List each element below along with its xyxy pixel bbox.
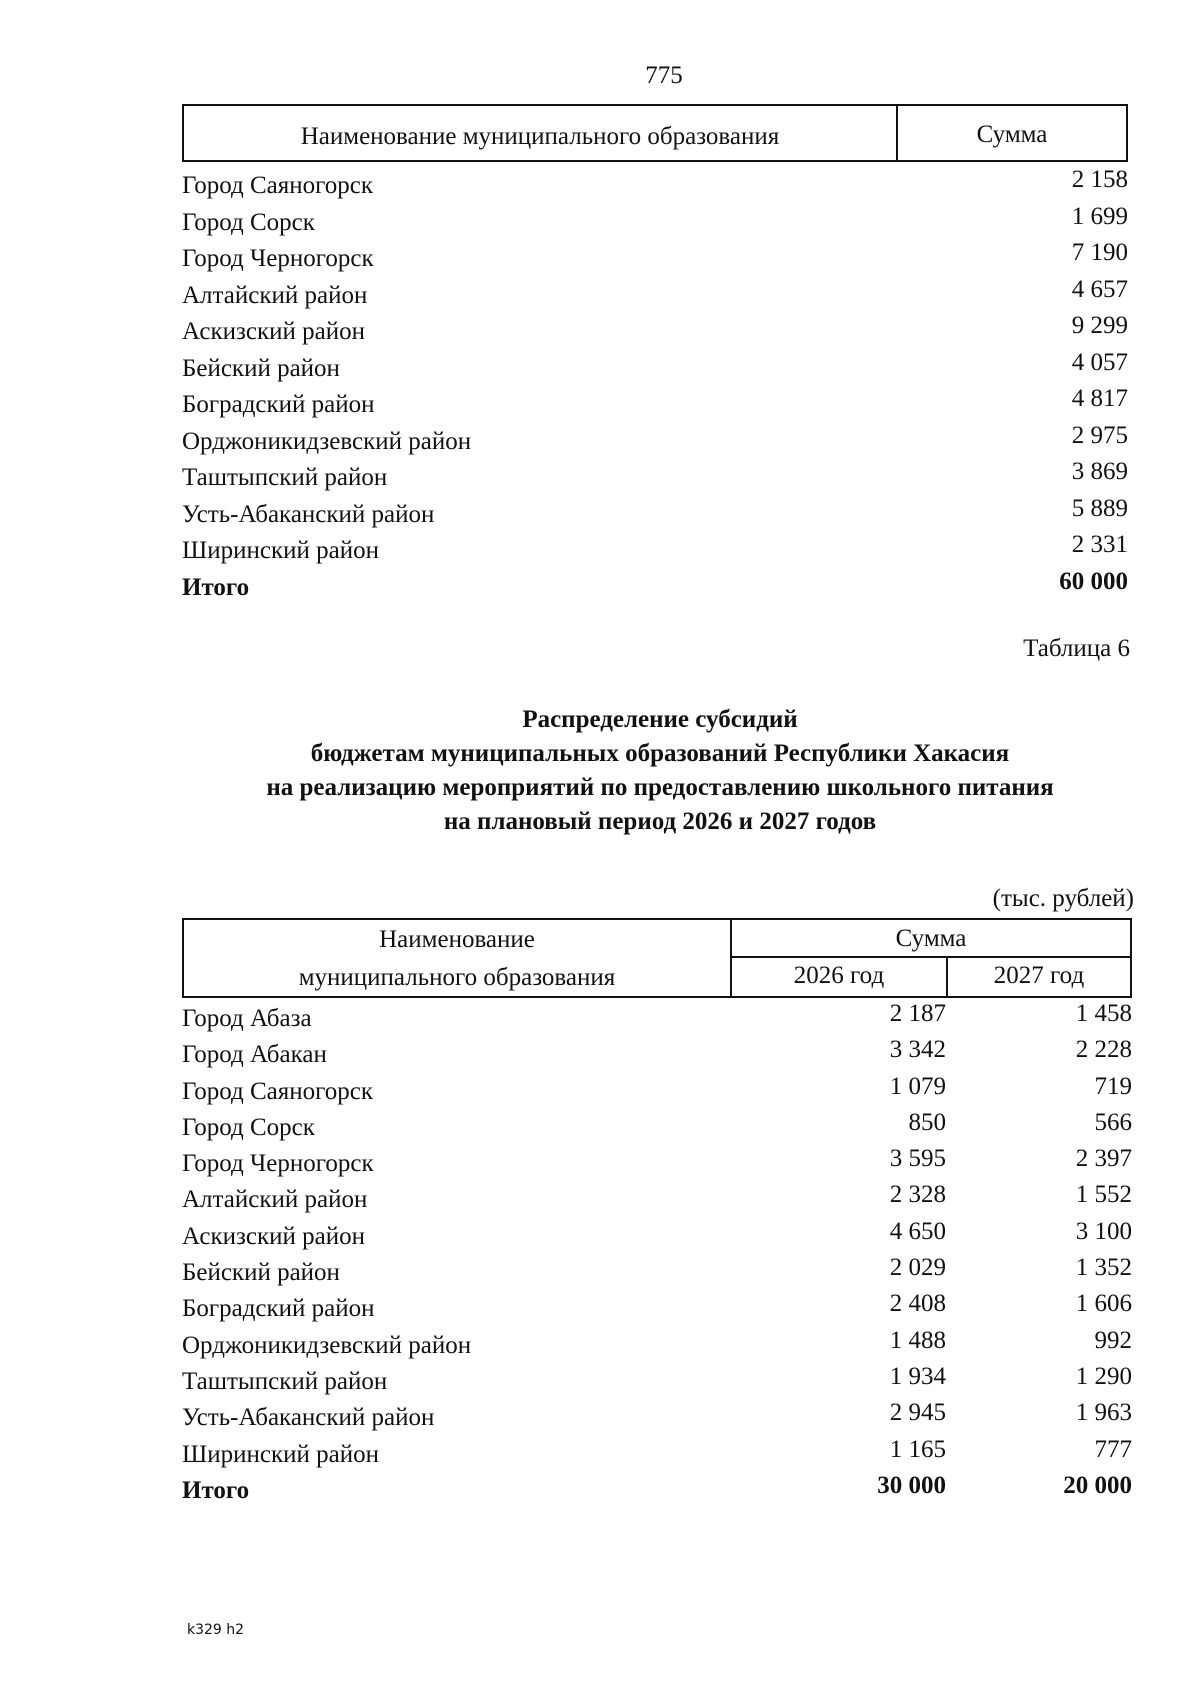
municipality-name: Ширинский район bbox=[182, 537, 379, 564]
table-row bbox=[182, 1363, 1132, 1399]
amount-2026: 2 029 bbox=[889, 1254, 946, 1282]
municipality-name: Таштыпский район bbox=[182, 464, 388, 491]
column-header-sum: Сумма bbox=[732, 920, 1130, 958]
table-row bbox=[182, 1073, 1132, 1109]
table-6-body bbox=[182, 1000, 1132, 1508]
amount-2027: 992 bbox=[1094, 1326, 1132, 1354]
table-row bbox=[182, 1218, 1132, 1254]
municipality-name: Алтайский район bbox=[182, 281, 368, 309]
column-header-year-2027: 2027 год bbox=[993, 962, 1085, 989]
municipality-name: Усть-Абаканский район bbox=[182, 500, 435, 528]
amount-2026: 2 408 bbox=[889, 1290, 946, 1318]
column-header-name-line1: Наименование bbox=[184, 920, 732, 958]
municipality-name: Итого bbox=[182, 1476, 250, 1504]
column-header-name: Наименование муниципального образования bbox=[184, 106, 898, 160]
amount: 2 331 bbox=[1071, 531, 1128, 558]
table-row bbox=[182, 1399, 1132, 1435]
amount-2027: 1 552 bbox=[1075, 1181, 1132, 1209]
amount-2026: 2 945 bbox=[889, 1399, 946, 1427]
table-row bbox=[182, 1290, 1132, 1326]
amount: 4 817 bbox=[1071, 385, 1128, 412]
municipality-name: Город Саяногорск bbox=[182, 1077, 374, 1105]
page-number: 775 bbox=[645, 62, 683, 89]
column-header-year-2026: 2026 год bbox=[732, 958, 948, 996]
table-row bbox=[182, 203, 1128, 240]
units-label: (тыс. рублей) bbox=[992, 885, 1134, 912]
table-5-header bbox=[182, 104, 1128, 162]
title-line: на плановый период 2026 и 2027 годов bbox=[443, 808, 877, 835]
municipality-name: Город Черногорск bbox=[182, 1150, 374, 1178]
municipality-name: Аскизский район bbox=[182, 318, 366, 345]
amount-2026: 4 650 bbox=[889, 1217, 946, 1245]
amount: 5 889 bbox=[1071, 494, 1128, 522]
amount-2027: 2 228 bbox=[1075, 1036, 1132, 1064]
amount: 9 299 bbox=[1071, 312, 1128, 339]
table-row bbox=[182, 1327, 1132, 1363]
amount: 3 869 bbox=[1071, 458, 1128, 485]
title-line: на реализацию мероприятий по предоставлению школьного питания bbox=[266, 774, 1054, 801]
municipality-name: Орджоникидзевский район bbox=[182, 1331, 472, 1359]
table-row bbox=[182, 166, 1128, 203]
amount-2027: 566 bbox=[1094, 1108, 1132, 1136]
table-row bbox=[182, 1145, 1132, 1181]
municipality-name: Город Абаза bbox=[182, 1005, 312, 1032]
municipality-name: Бейский район bbox=[182, 1259, 340, 1287]
municipality-name: Алтайский район bbox=[182, 1186, 368, 1214]
amount-2027: 3 100 bbox=[1075, 1217, 1132, 1245]
amount-2026: 1 165 bbox=[889, 1435, 946, 1463]
amount-2027: 1 606 bbox=[1075, 1290, 1132, 1318]
column-header-sum: Сумма bbox=[976, 121, 1048, 148]
table-caption: Таблица 6 bbox=[1023, 635, 1130, 662]
amount-2026: 1 079 bbox=[889, 1072, 946, 1100]
amount: 2 975 bbox=[1071, 421, 1128, 449]
amount-2027: 777 bbox=[1094, 1435, 1132, 1463]
total-row bbox=[182, 1472, 1132, 1508]
municipality-name: Ширинский район bbox=[182, 1440, 379, 1468]
amount-2026: 30 000 bbox=[877, 1471, 946, 1499]
table-row bbox=[182, 1109, 1132, 1145]
amount-2027: 2 397 bbox=[1075, 1145, 1132, 1173]
amount-2026: 1 934 bbox=[889, 1362, 946, 1390]
amount: 2 158 bbox=[1071, 166, 1128, 193]
amount: 4 057 bbox=[1071, 348, 1128, 376]
municipality-name: Город Сорск bbox=[182, 1113, 315, 1141]
amount-2026: 2 328 bbox=[889, 1181, 946, 1209]
amount-2027: 1 290 bbox=[1075, 1362, 1132, 1390]
amount-2026: 3 342 bbox=[889, 1036, 946, 1064]
table-row bbox=[182, 349, 1128, 386]
table-row bbox=[182, 1000, 1132, 1036]
table-5 bbox=[182, 104, 1128, 604]
table-row bbox=[182, 422, 1128, 459]
amount-2027: 1 963 bbox=[1075, 1399, 1132, 1427]
table-6-header bbox=[182, 918, 1132, 998]
table-title bbox=[130, 703, 1190, 839]
title-line: Распределение субсидий bbox=[522, 706, 798, 733]
table-row bbox=[182, 312, 1128, 349]
municipality-name: Усть-Абаканский район bbox=[182, 1404, 435, 1432]
table-row bbox=[182, 276, 1128, 313]
table-row bbox=[182, 1181, 1132, 1217]
table-row bbox=[182, 1436, 1132, 1472]
municipality-name: Город Сорск bbox=[182, 208, 315, 236]
amount-2026: 2 187 bbox=[889, 1000, 946, 1027]
municipality-name: Город Черногорск bbox=[182, 245, 374, 272]
amount-2026: 850 bbox=[908, 1108, 946, 1136]
municipality-name: Город Саяногорск bbox=[182, 172, 374, 199]
amount-2027: 719 bbox=[1094, 1072, 1132, 1100]
municipality-name: Боградский район bbox=[182, 391, 375, 418]
table-6 bbox=[182, 918, 1132, 1508]
amount-2026: 3 595 bbox=[889, 1145, 946, 1173]
municipality-name: Город Абакан bbox=[182, 1041, 327, 1069]
table-row bbox=[182, 239, 1128, 276]
table-row bbox=[182, 531, 1128, 568]
table-row bbox=[182, 385, 1128, 422]
amount: 4 657 bbox=[1071, 275, 1128, 303]
municipality-name: Аскизский район bbox=[182, 1222, 366, 1250]
table-row bbox=[182, 1036, 1132, 1072]
total-row bbox=[182, 568, 1128, 605]
column-header-name-line2: муниципального образования bbox=[184, 958, 732, 996]
amount-2027: 20 000 bbox=[1063, 1471, 1132, 1499]
municipality-name: Орджоникидзевский район bbox=[182, 427, 472, 455]
municipality-name: Таштыпский район bbox=[182, 1367, 388, 1395]
footer-code: k329 h2 bbox=[187, 1622, 245, 1638]
title-line: бюджетам муниципальных образований Республики Хакасия bbox=[310, 740, 1010, 767]
table-5-body bbox=[182, 166, 1128, 604]
municipality-name: Боградский район bbox=[182, 1295, 375, 1323]
amount: 1 699 bbox=[1071, 202, 1128, 230]
amount-2027: 1 458 bbox=[1075, 1000, 1132, 1027]
table-row bbox=[182, 495, 1128, 532]
municipality-name: Итого bbox=[182, 573, 250, 601]
amount-2026: 1 488 bbox=[889, 1326, 946, 1354]
amount: 60 000 bbox=[1059, 567, 1128, 595]
table-row bbox=[182, 1254, 1132, 1290]
municipality-name: Бейский район bbox=[182, 354, 340, 382]
amount-2027: 1 352 bbox=[1075, 1254, 1132, 1282]
amount: 7 190 bbox=[1071, 239, 1128, 266]
table-row bbox=[182, 458, 1128, 495]
